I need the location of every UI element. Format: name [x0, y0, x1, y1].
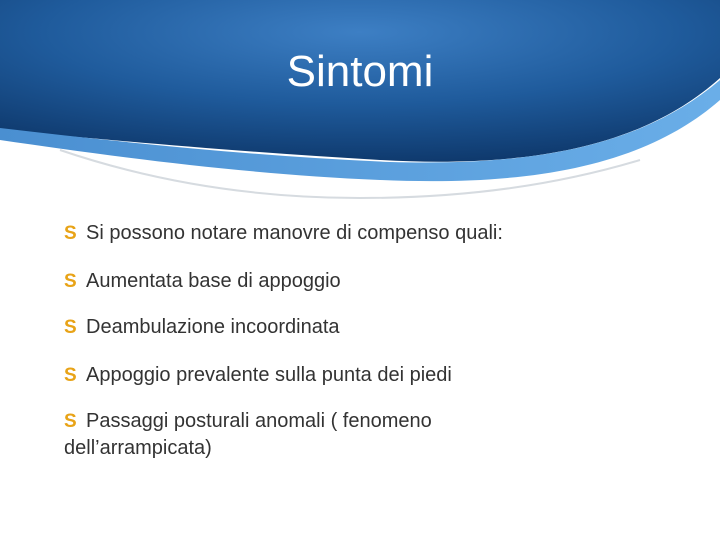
bullet-text: Appoggio prevalente sulla punta dei piedi: [86, 364, 452, 386]
bullet-marker-icon: S: [64, 317, 77, 338]
bullet-item: [64, 362, 664, 389]
bullet-marker-icon: S: [64, 223, 77, 244]
bullet-item: [64, 408, 484, 461]
bullet-item: [64, 220, 664, 247]
bullet-text: Si possono notare manovre di compenso quali:: [86, 222, 503, 244]
bullet-item: [64, 268, 664, 295]
bullet-text: Passaggi posturali anomali ( fenomeno dell’arrampicata): [64, 410, 432, 459]
bullet-marker-icon: S: [64, 411, 77, 432]
bullet-text: Deambulazione incoordinata: [86, 316, 340, 338]
bullet-text: Aumentata base di appoggio: [86, 270, 341, 292]
slide-title: Sintomi: [286, 47, 434, 96]
header-banner: [0, 0, 720, 210]
bullet-marker-icon: S: [64, 271, 77, 292]
bullet-item: [64, 314, 664, 341]
bullet-marker-icon: S: [64, 365, 77, 386]
